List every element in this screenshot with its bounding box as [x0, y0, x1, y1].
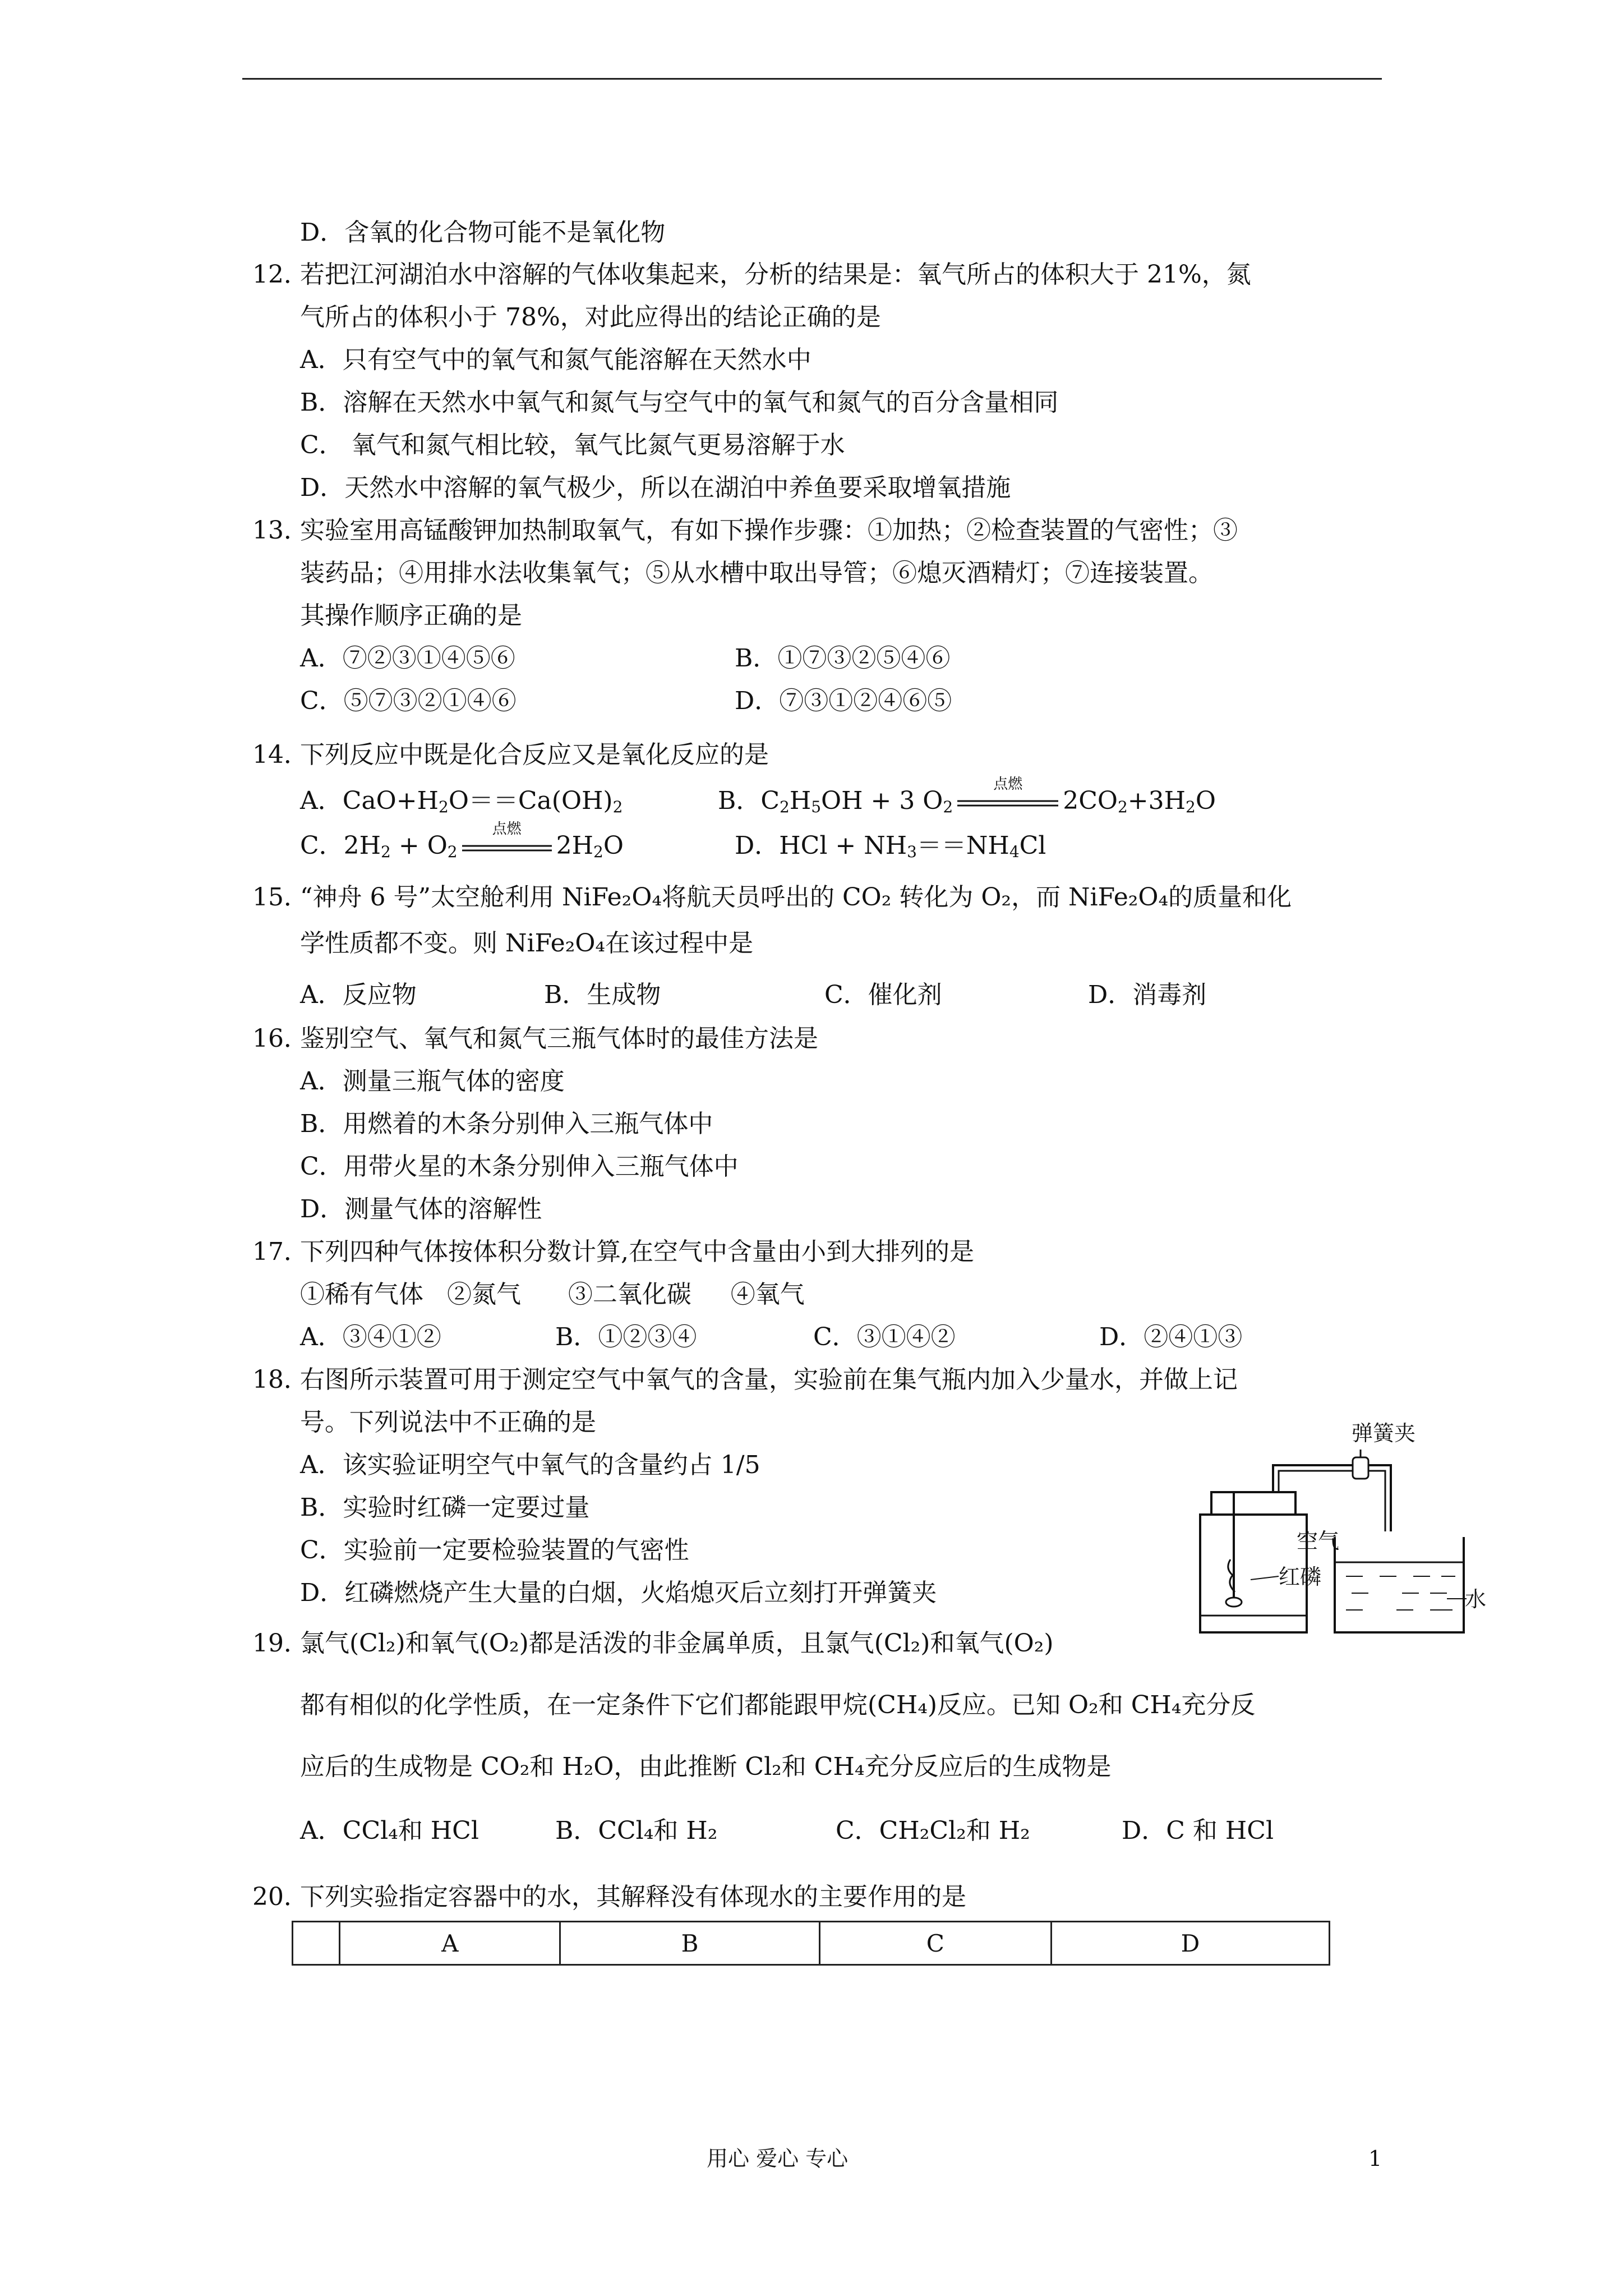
q12-stem-line2: 气所占的体积小于 78%，对此应得出的结论正确的是	[300, 303, 881, 332]
q15-option-b: B．生成物	[544, 981, 661, 1009]
q19-stem-line3: 应后的生成物是 CO₂和 H₂O，由此推断 Cl₂和 CH₄充分反应后的生成物是	[300, 1752, 1112, 1781]
figure-label-spring-clip: 弹簧夹	[1352, 1421, 1416, 1446]
table-header-cell	[293, 1922, 340, 1965]
q15-option-d: D．消毒剂	[1088, 981, 1207, 1009]
q17-items: ①稀有气体 ②氮气 ③二氧化碳 ④氧气	[300, 1280, 805, 1309]
q13-stem-line1: 实验室用高锰酸钾加热制取氧气，有如下操作步骤：①加热；②检查装置的气密性；③	[300, 516, 1238, 545]
q18-option-d: D．红磷燃烧产生大量的白烟，火焰熄灭后立刻打开弹簧夹	[300, 1579, 937, 1607]
q19-number: 19．	[252, 1629, 308, 1658]
table-row	[293, 1922, 1330, 1965]
q19-stem-line2: 都有相似的化学性质，在一定条件下它们都能跟甲烷(CH₄)反应。已知 O₂和 CH₄充分反	[300, 1691, 1256, 1719]
q15-option-a: A．反应物	[300, 981, 417, 1009]
q12-stem-line1: 若把江河湖泊水中溶解的气体收集起来，分析的结果是：氧气所占的体积大于 21%，氮	[300, 260, 1251, 289]
q19-stem-line1: 氯气(Cl₂)和氧气(O₂)都是活泼的非金属单质，且氯气(Cl₂)和氧气(O₂)	[300, 1629, 1054, 1658]
q11-option-d: D．含氧的化合物可能不是氧化物	[300, 218, 666, 247]
q13-option-a: A．⑦②③①④⑤⑥	[300, 644, 515, 673]
q19-option-c: C．CH₂Cl₂和 H₂	[836, 1816, 1030, 1845]
q15-stem-line2: 学性质都不变。则 NiFe₂O₄在该过程中是	[300, 929, 754, 958]
q17-number: 17．	[252, 1237, 308, 1266]
q12-option-c: C． 氧气和氮气相比较，氧气比氮气更易溶解于水	[300, 431, 845, 459]
q18-option-a: A．该实验证明空气中氧气的含量约占 1/5	[300, 1451, 760, 1479]
q13-stem-line2: 装药品；④用排水法收集氧气；⑤从水槽中取出导管；⑥熄灭酒精灯；⑦连接装置。	[300, 559, 1213, 587]
q14-b-condition: 点燃	[953, 784, 1063, 818]
q14-option-d: D．HCl + $NH_3==NH_4Cl$	[735, 831, 1046, 861]
q15-number: 15．	[252, 883, 308, 912]
q15-option-c: C．催化剂	[824, 981, 942, 1009]
q17-option-d: D．②④①③	[1099, 1323, 1243, 1351]
q16-stem: 鉴别空气、氧气和氮气三瓶气体时的最佳方法是	[300, 1024, 818, 1053]
q14-stem: 下列反应中既是化合反应又是氧化反应的是	[300, 740, 769, 769]
q13-option-c: C．⑤⑦③②①④⑥	[300, 687, 517, 715]
q14-number: 14．	[252, 740, 308, 769]
q20-stem: 下列实验指定容器中的水，其解释没有体现水的主要作用的是	[300, 1883, 966, 1911]
water-beaker	[1335, 1537, 1464, 1632]
q13-option-b: B．①⑦③②⑤④⑥	[735, 644, 951, 673]
q19-option-d: D．C 和 HCl	[1122, 1816, 1274, 1845]
q16-option-c: C．用带火星的木条分别伸入三瓶气体中	[300, 1152, 739, 1181]
q20-number: 20．	[252, 1883, 308, 1911]
oxygen-apparatus-figure	[1166, 1414, 1487, 1649]
q12-option-d: D．天然水中溶解的氧气极少，所以在湖泊中养鱼要采取增氧措施	[300, 473, 1011, 502]
q18-option-c: C．实验前一定要检验装置的气密性	[300, 1536, 689, 1565]
q16-number: 16．	[252, 1024, 308, 1053]
table-header-cell: C	[819, 1922, 1051, 1965]
footer-motto: 用心 爱心 专心	[707, 2146, 849, 2171]
q20-table	[292, 1921, 1330, 1966]
q19-option-b: B．CCl₄和 H₂	[555, 1816, 718, 1845]
q14-option-b: B．$C_2H_5OH + 3$ $O_2$ 点燃 $2CO_2+3H_2O$	[718, 784, 1216, 824]
q18-stem-line2: 号。下列说法中不正确的是	[300, 1408, 596, 1437]
q18-option-b: B．实验时红磷一定要过量	[300, 1493, 590, 1522]
q12-option-a: A．只有空气中的氧气和氮气能溶解在天然水中	[300, 346, 811, 374]
table-header-cell: A	[340, 1922, 560, 1965]
q19-option-a: A．CCl₄和 HCl	[300, 1816, 479, 1845]
q15-stem-line1: “神舟 6 号”太空舱利用 NiFe₂O₄将航天员呼出的 CO₂ 转化为 O₂，而 NiFe₂O₄的质量和化	[300, 883, 1292, 912]
header-rule	[242, 78, 1382, 80]
spring-clip-icon	[1353, 1457, 1368, 1479]
q14-option-a: A．$CaO+H_2O==Ca(OH)_2$	[300, 786, 623, 816]
q18-number: 18．	[252, 1365, 308, 1394]
combustion-spoon-bowl	[1226, 1598, 1242, 1607]
q13-number: 13．	[252, 516, 308, 545]
q14-c-condition: 点燃	[458, 829, 556, 863]
figure-label-air: 空气	[1297, 1529, 1340, 1553]
bottle-stopper	[1211, 1492, 1295, 1515]
figure-label-red-phosphorus: 红磷	[1279, 1565, 1322, 1589]
q12-number: 12．	[252, 260, 308, 289]
q12-option-b: B．溶解在天然水中氧气和氮气与空气中的氧气和氮气的百分含量相同	[300, 388, 1059, 417]
q14-option-c: C．$2H_2 + O_2$ 点燃 $2H_2O$	[300, 829, 624, 869]
table-header-cell: B	[560, 1922, 819, 1965]
q13-option-d: D．⑦③①②④⑥⑤	[735, 687, 952, 715]
q17-option-c: C．③①④②	[813, 1323, 956, 1351]
q17-option-a: A．③④①②	[300, 1323, 441, 1351]
q18-stem-line1: 右图所示装置可用于测定空气中氧气的含量，实验前在集气瓶内加入少量水，并做上记	[300, 1365, 1238, 1394]
figure-label-water: 水	[1465, 1587, 1487, 1612]
q16-option-a: A．测量三瓶气体的密度	[300, 1067, 565, 1096]
q17-stem: 下列四种气体按体积分数计算,在空气中含量由小到大排列的是	[300, 1237, 974, 1266]
q16-option-d: D．测量气体的溶解性	[300, 1195, 542, 1223]
water-hatching	[1346, 1576, 1455, 1610]
page-number: 1	[1368, 2146, 1382, 2171]
table-header-cell: D	[1051, 1922, 1329, 1965]
q13-stem-line3: 其操作顺序正确的是	[300, 601, 522, 630]
q16-option-b: B．用燃着的木条分别伸入三瓶气体中	[300, 1110, 713, 1138]
q17-option-b: B．①②③④	[555, 1323, 697, 1351]
